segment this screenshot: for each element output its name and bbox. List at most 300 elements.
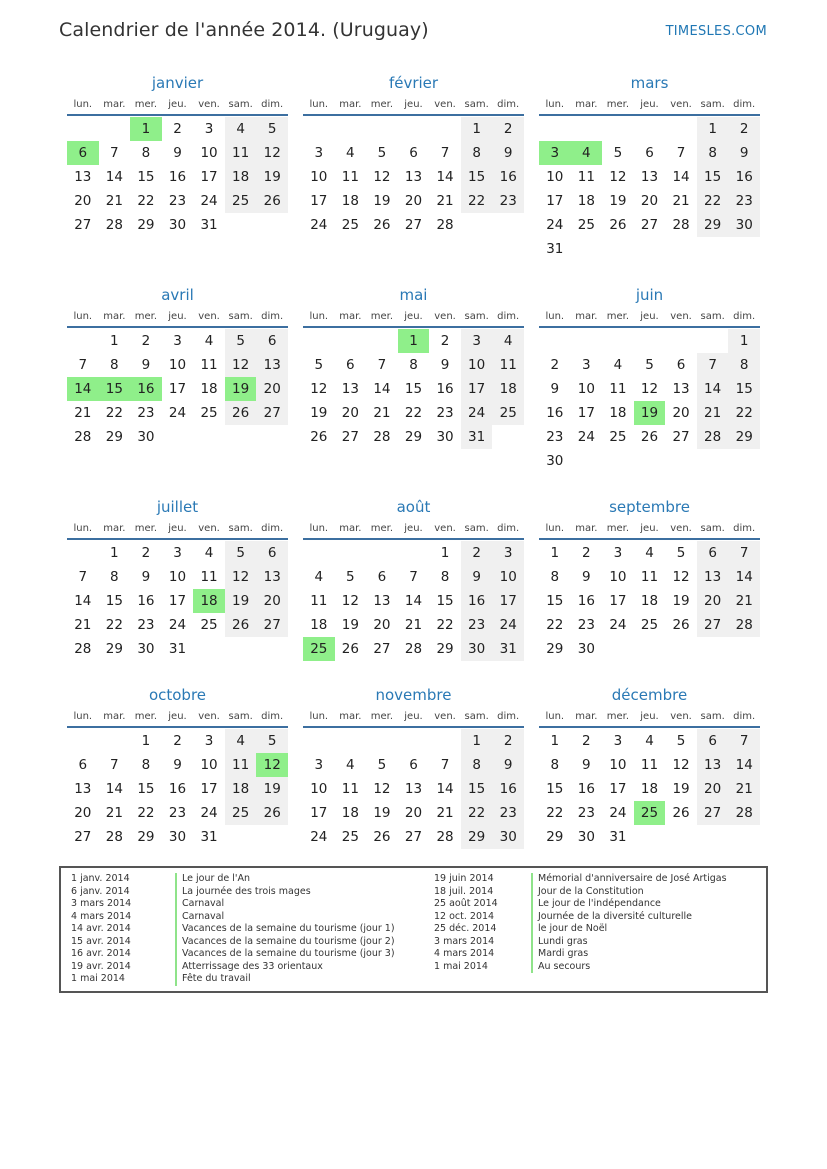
day-cell: 4 xyxy=(492,329,524,353)
day-cell: 10 xyxy=(546,169,564,185)
day-cell: 1 xyxy=(550,733,560,749)
month-2 xyxy=(539,72,760,261)
holiday-day-cell: 19 xyxy=(634,401,666,425)
day-cell: 30 xyxy=(492,825,524,849)
month-name: octobre xyxy=(148,686,207,704)
weekday-label: dim. xyxy=(261,311,284,322)
weekday-header xyxy=(303,518,524,540)
day-cell: 21 xyxy=(404,617,423,633)
day-cell: 18 xyxy=(640,593,659,609)
day-cell: 29 xyxy=(546,829,564,845)
day-cell: 29 xyxy=(105,641,123,657)
day-cell: 2 xyxy=(461,541,493,565)
month-name: novembre xyxy=(375,686,452,704)
day-cell: 24 xyxy=(609,617,627,633)
legend-item xyxy=(71,948,395,961)
day-cell: 19 xyxy=(256,165,288,189)
empty-cell xyxy=(303,117,335,141)
day-cell: 8 xyxy=(110,569,119,585)
weekday-label: dim. xyxy=(733,523,756,534)
weekday-label: mer. xyxy=(134,99,158,110)
day-cell: 29 xyxy=(461,825,493,849)
day-cell: 8 xyxy=(440,569,450,585)
day-cell: 31 xyxy=(168,641,187,657)
day-cell: 19 xyxy=(225,589,257,613)
day-cell: 17 xyxy=(609,781,627,797)
day-cell: 7 xyxy=(110,145,119,161)
day-cell: 17 xyxy=(168,593,187,609)
day-cell: 2 xyxy=(582,733,591,749)
day-cell: 15 xyxy=(546,593,564,609)
day-cell: 11 xyxy=(200,569,218,585)
empty-cell xyxy=(335,729,367,753)
day-cell: 21 xyxy=(74,617,92,633)
day-cell: 24 xyxy=(461,401,493,425)
weekday-label: lun. xyxy=(309,311,329,322)
day-cell: 7 xyxy=(409,569,418,585)
day-cell: 17 xyxy=(310,805,328,821)
weekday-label: mar. xyxy=(575,523,598,534)
day-cell: 18 xyxy=(341,193,359,209)
day-grid xyxy=(303,117,524,237)
day-cell: 18 xyxy=(310,617,328,633)
day-cell: 31 xyxy=(461,425,493,449)
weekday-label: lun. xyxy=(545,311,565,322)
weekday-label: lun. xyxy=(309,711,329,722)
holiday-day-cell: 1 xyxy=(398,329,430,353)
day-cell: 5 xyxy=(613,145,623,161)
day-cell: 29 xyxy=(137,829,155,845)
day-cell: 23 xyxy=(728,189,760,213)
day-cell: 12 xyxy=(310,381,328,397)
day-cell: 6 xyxy=(409,145,418,161)
day-cell: 26 xyxy=(609,217,627,233)
holiday-day-cell: 18 xyxy=(193,589,225,613)
day-cell: 20 xyxy=(256,377,288,401)
day-cell: 23 xyxy=(137,617,155,633)
legend-date: 25 déc. 2014 xyxy=(434,923,497,934)
day-cell: 9 xyxy=(173,757,182,773)
day-cell: 13 xyxy=(697,753,729,777)
day-cell: 2 xyxy=(141,333,151,349)
day-cell: 27 xyxy=(74,217,92,233)
legend-item xyxy=(434,898,727,911)
day-cell: 28 xyxy=(436,829,454,845)
weekday-label: jeu. xyxy=(404,711,423,722)
day-cell: 29 xyxy=(697,213,729,237)
day-cell: 23 xyxy=(436,405,454,421)
day-cell: 19 xyxy=(672,781,690,797)
day-cell: 10 xyxy=(492,565,524,589)
legend-holiday-name: Atterrissage des 33 orientaux xyxy=(175,961,323,974)
day-cell: 15 xyxy=(728,377,760,401)
weekday-label: lun. xyxy=(73,523,93,534)
empty-cell xyxy=(67,329,99,353)
day-cell: 16 xyxy=(492,777,524,801)
month-7 xyxy=(303,496,524,661)
month-3 xyxy=(67,284,288,473)
day-cell: 24 xyxy=(310,217,328,233)
day-cell: 10 xyxy=(200,757,218,773)
day-cell: 4 xyxy=(314,569,324,585)
holiday-day-cell: 6 xyxy=(67,141,99,165)
legend-item xyxy=(71,873,395,886)
day-cell: 26 xyxy=(225,613,257,637)
legend-holiday-name: Carnaval xyxy=(175,898,224,911)
day-cell: 22 xyxy=(546,617,564,633)
legend-holiday-name: Fête du travail xyxy=(175,973,251,986)
day-cell: 26 xyxy=(225,401,257,425)
holiday-day-cell: 1 xyxy=(130,117,162,141)
weekday-label: sam. xyxy=(700,523,725,534)
day-cell: 31 xyxy=(492,637,524,661)
legend-holiday-name: Journée de la diversité culturelle xyxy=(531,911,692,924)
empty-cell xyxy=(634,117,666,141)
day-cell: 2 xyxy=(550,357,560,373)
day-cell: 2 xyxy=(582,545,591,561)
brand-link[interactable]: TIMESLES.COM xyxy=(665,24,767,39)
day-cell: 21 xyxy=(697,401,729,425)
day-cell: 24 xyxy=(577,429,595,445)
empty-cell xyxy=(429,117,461,141)
day-cell: 4 xyxy=(225,729,257,753)
weekday-label: mar. xyxy=(103,711,126,722)
day-cell: 13 xyxy=(697,565,729,589)
day-cell: 1 xyxy=(697,117,729,141)
day-grid xyxy=(539,541,760,661)
day-cell: 23 xyxy=(168,805,187,821)
empty-cell xyxy=(634,329,666,353)
day-cell: 3 xyxy=(204,121,214,137)
day-cell: 24 xyxy=(200,805,218,821)
weekday-header xyxy=(67,306,288,328)
day-cell: 21 xyxy=(728,589,760,613)
legend-column-right xyxy=(434,873,727,973)
weekday-label: mar. xyxy=(339,523,362,534)
day-cell: 13 xyxy=(256,353,288,377)
weekday-label: jeu. xyxy=(640,711,659,722)
day-cell: 17 xyxy=(200,169,218,185)
day-cell: 11 xyxy=(310,593,328,609)
month-9 xyxy=(67,684,288,849)
day-cell: 10 xyxy=(577,381,595,397)
day-cell: 9 xyxy=(173,145,182,161)
day-cell: 6 xyxy=(676,357,686,373)
day-cell: 27 xyxy=(373,641,391,657)
day-cell: 12 xyxy=(373,781,391,797)
weekday-header xyxy=(539,518,760,540)
day-cell: 2 xyxy=(173,733,182,749)
weekday-label: ven. xyxy=(670,311,692,322)
legend-item xyxy=(434,936,727,949)
empty-cell xyxy=(571,329,603,353)
legend-item xyxy=(71,898,395,911)
weekday-label: jeu. xyxy=(404,99,423,110)
weekday-label: ven. xyxy=(434,711,456,722)
day-cell: 23 xyxy=(461,613,493,637)
empty-cell xyxy=(539,117,571,141)
day-cell: 31 xyxy=(609,829,627,845)
day-cell: 27 xyxy=(404,217,423,233)
weekday-label: sam. xyxy=(464,523,489,534)
day-cell: 8 xyxy=(110,357,119,373)
legend-date: 19 juin 2014 xyxy=(434,873,494,884)
day-cell: 28 xyxy=(74,641,92,657)
month-name: août xyxy=(396,498,431,516)
weekday-header xyxy=(539,94,760,116)
day-grid xyxy=(303,729,524,849)
day-cell: 14 xyxy=(74,593,92,609)
day-cell: 4 xyxy=(346,757,355,773)
day-grid xyxy=(67,117,288,237)
weekday-label: ven. xyxy=(198,99,220,110)
page-title: Calendrier de l'année 2014. (Uruguay) xyxy=(59,19,429,41)
day-cell: 7 xyxy=(78,357,88,373)
weekday-label: jeu. xyxy=(404,523,423,534)
day-cell: 1 xyxy=(728,329,760,353)
day-cell: 23 xyxy=(492,189,524,213)
day-cell: 9 xyxy=(461,565,493,589)
day-cell: 16 xyxy=(492,165,524,189)
weekday-label: jeu. xyxy=(640,523,659,534)
empty-cell xyxy=(366,117,398,141)
weekday-label: mar. xyxy=(575,99,598,110)
day-cell: 22 xyxy=(436,617,454,633)
day-cell: 29 xyxy=(546,641,564,657)
legend-date: 14 avr. 2014 xyxy=(71,923,131,934)
weekday-label: sam. xyxy=(228,311,253,322)
legend-item xyxy=(434,948,727,961)
day-cell: 13 xyxy=(404,169,423,185)
weekday-label: lun. xyxy=(545,523,565,534)
day-cell: 1 xyxy=(461,729,493,753)
day-cell: 13 xyxy=(256,565,288,589)
weekday-label: lun. xyxy=(545,99,565,110)
day-cell: 17 xyxy=(577,405,595,421)
day-cell: 15 xyxy=(546,781,564,797)
day-cell: 15 xyxy=(461,165,493,189)
day-cell: 14 xyxy=(728,753,760,777)
legend-holiday-name: Vacances de la semaine du tourisme (jour 2) xyxy=(175,936,395,949)
day-cell: 22 xyxy=(461,801,493,825)
day-cell: 20 xyxy=(74,193,92,209)
day-cell: 26 xyxy=(672,617,690,633)
day-cell: 19 xyxy=(672,593,690,609)
day-cell: 16 xyxy=(168,169,187,185)
day-cell: 28 xyxy=(697,425,729,449)
day-cell: 6 xyxy=(409,757,418,773)
legend-holiday-name: Le jour de l'indépendance xyxy=(531,898,661,911)
day-cell: 5 xyxy=(645,357,654,373)
month-name: décembre xyxy=(611,686,688,704)
day-cell: 22 xyxy=(697,189,729,213)
weekday-header xyxy=(67,518,288,540)
month-8 xyxy=(539,496,760,661)
legend-holiday-name: Carnaval xyxy=(175,911,224,924)
day-cell: 28 xyxy=(436,217,454,233)
month-name: janvier xyxy=(151,74,204,92)
month-name: juillet xyxy=(156,498,199,516)
day-cell: 28 xyxy=(728,613,760,637)
day-cell: 29 xyxy=(137,217,155,233)
legend-holiday-name: Au secours xyxy=(531,961,590,974)
legend-date: 6 janv. 2014 xyxy=(71,885,130,897)
day-grid xyxy=(67,729,288,849)
day-cell: 10 xyxy=(461,353,493,377)
day-cell: 1 xyxy=(440,545,450,561)
day-cell: 13 xyxy=(373,593,391,609)
day-cell: 13 xyxy=(74,169,92,185)
holiday-day-cell: 3 xyxy=(539,141,571,165)
legend-date: 1 mai 2014 xyxy=(434,960,488,972)
holiday-day-cell: 12 xyxy=(256,753,288,777)
day-cell: 22 xyxy=(105,617,123,633)
empty-cell xyxy=(697,329,729,353)
weekday-label: ven. xyxy=(670,711,692,722)
day-cell: 20 xyxy=(74,805,92,821)
empty-cell xyxy=(67,541,99,565)
day-cell: 16 xyxy=(577,593,595,609)
day-cell: 30 xyxy=(168,217,187,233)
day-cell: 15 xyxy=(697,165,729,189)
legend-item xyxy=(71,973,395,986)
day-cell: 20 xyxy=(697,777,729,801)
holiday-day-cell: 16 xyxy=(130,377,162,401)
day-cell: 28 xyxy=(672,217,690,233)
day-cell: 23 xyxy=(546,429,564,445)
legend-holiday-name: Lundi gras xyxy=(531,936,588,949)
day-cell: 11 xyxy=(640,757,659,773)
empty-cell xyxy=(429,729,461,753)
weekday-label: dim. xyxy=(497,711,520,722)
legend-date: 4 mars 2014 xyxy=(71,910,132,922)
day-cell: 17 xyxy=(461,377,493,401)
day-cell: 3 xyxy=(314,757,324,773)
legend-holiday-name: Mémorial d'anniversaire de José Artigas xyxy=(531,873,727,886)
month-name: mai xyxy=(399,286,428,304)
day-cell: 12 xyxy=(225,353,257,377)
day-cell: 30 xyxy=(461,637,493,661)
empty-cell xyxy=(398,541,430,565)
day-cell: 19 xyxy=(373,805,391,821)
day-cell: 30 xyxy=(436,429,454,445)
month-row xyxy=(67,684,760,849)
day-cell: 26 xyxy=(310,429,328,445)
day-cell: 8 xyxy=(550,757,560,773)
day-cell: 4 xyxy=(645,733,654,749)
day-cell: 7 xyxy=(377,357,387,373)
day-cell: 9 xyxy=(492,753,524,777)
weekday-label: sam. xyxy=(228,523,253,534)
day-cell: 7 xyxy=(728,541,760,565)
empty-cell xyxy=(539,329,571,353)
empty-cell xyxy=(67,117,99,141)
day-cell: 12 xyxy=(373,169,391,185)
holiday-legend xyxy=(59,866,768,993)
day-cell: 23 xyxy=(492,801,524,825)
day-cell: 15 xyxy=(137,169,155,185)
weekday-label: sam. xyxy=(700,311,725,322)
day-cell: 16 xyxy=(577,781,595,797)
day-cell: 30 xyxy=(137,641,155,657)
empty-cell xyxy=(335,329,367,353)
day-cell: 4 xyxy=(204,333,214,349)
weekday-label: mer. xyxy=(606,711,630,722)
day-cell: 22 xyxy=(105,405,123,421)
weekday-label: ven. xyxy=(434,523,456,534)
weekday-label: ven. xyxy=(198,311,220,322)
weekday-label: ven. xyxy=(434,311,456,322)
day-cell: 22 xyxy=(404,405,423,421)
day-cell: 3 xyxy=(582,357,591,373)
month-name: septembre xyxy=(609,498,690,516)
day-grid xyxy=(67,541,288,661)
legend-column-left xyxy=(71,873,395,986)
day-cell: 29 xyxy=(404,429,423,445)
day-cell: 11 xyxy=(225,753,257,777)
day-cell: 10 xyxy=(609,569,627,585)
day-cell: 22 xyxy=(728,401,760,425)
day-cell: 4 xyxy=(225,117,257,141)
empty-cell xyxy=(366,729,398,753)
day-cell: 14 xyxy=(728,565,760,589)
day-cell: 19 xyxy=(373,193,391,209)
holiday-day-cell: 25 xyxy=(634,801,666,825)
day-cell: 8 xyxy=(409,357,418,373)
day-grid xyxy=(539,329,760,473)
day-cell: 7 xyxy=(440,145,450,161)
weekday-label: mar. xyxy=(575,311,598,322)
day-cell: 25 xyxy=(200,617,218,633)
weekday-label: mer. xyxy=(370,523,394,534)
day-cell: 13 xyxy=(74,781,92,797)
weekday-label: mer. xyxy=(606,523,630,534)
weekday-label: mar. xyxy=(339,99,362,110)
day-cell: 31 xyxy=(200,829,218,845)
day-cell: 6 xyxy=(645,145,654,161)
weekday-label: dim. xyxy=(733,711,756,722)
day-cell: 5 xyxy=(256,117,288,141)
day-cell: 5 xyxy=(346,569,355,585)
day-cell: 31 xyxy=(200,217,218,233)
legend-item xyxy=(71,886,395,899)
day-cell: 27 xyxy=(256,613,288,637)
day-cell: 29 xyxy=(728,425,760,449)
holiday-day-cell: 25 xyxy=(303,637,335,661)
month-row xyxy=(67,496,760,661)
day-cell: 19 xyxy=(256,777,288,801)
day-cell: 9 xyxy=(440,357,450,373)
weekday-label: mar. xyxy=(103,523,126,534)
weekday-label: mar. xyxy=(575,711,598,722)
weekday-header xyxy=(303,94,524,116)
day-cell: 9 xyxy=(141,357,151,373)
day-cell: 26 xyxy=(256,801,288,825)
empty-cell xyxy=(398,117,430,141)
legend-date: 19 avr. 2014 xyxy=(71,960,131,972)
legend-item xyxy=(434,961,727,974)
legend-item xyxy=(434,886,727,899)
day-cell: 20 xyxy=(341,405,359,421)
day-cell: 15 xyxy=(137,781,155,797)
day-cell: 15 xyxy=(404,381,423,397)
day-cell: 18 xyxy=(225,165,257,189)
day-cell: 2 xyxy=(440,333,450,349)
day-cell: 11 xyxy=(609,381,627,397)
day-cell: 13 xyxy=(640,169,659,185)
empty-cell xyxy=(366,329,398,353)
day-cell: 3 xyxy=(173,333,182,349)
